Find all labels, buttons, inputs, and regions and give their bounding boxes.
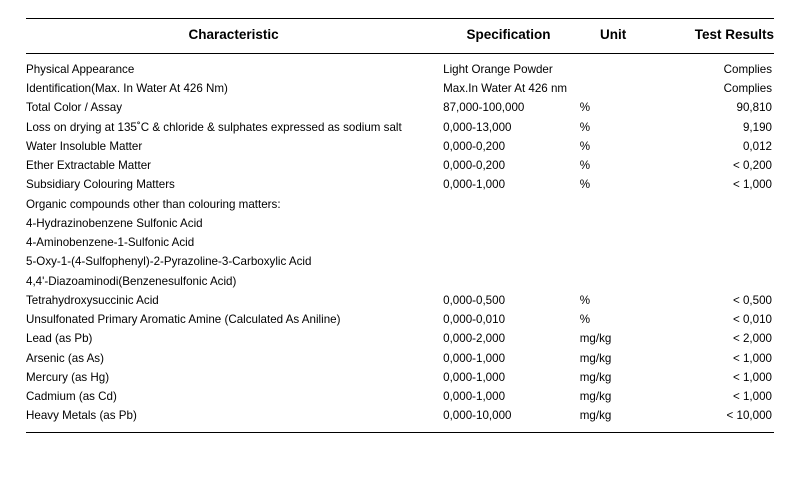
cell-specification: 0,000-1,000 [443, 370, 506, 384]
cell-specification [441, 195, 576, 214]
cell-characteristic: 4,4'-Diazoaminodi(Benzenesulfonic Acid) [26, 274, 237, 288]
cell-unit [576, 54, 651, 80]
table-row [26, 407, 774, 433]
cell-characteristic: 4-Hydrazinobenzene Sulfonic Acid [26, 216, 203, 230]
cell-unit [576, 195, 651, 214]
table-row [26, 99, 774, 118]
table-body [26, 54, 774, 433]
cell-test-result: < 0,200 [732, 159, 772, 173]
table-row [26, 195, 774, 214]
cell-characteristic: 4-Aminobenzene-1-Sulfonic Acid [26, 236, 195, 250]
cell-characteristic: Cadmium (as Cd) [26, 389, 117, 403]
cell-test-result [651, 272, 774, 291]
specification-table [26, 18, 774, 433]
table-row [26, 349, 774, 368]
table-header [26, 19, 774, 54]
cell-unit: mg/kg [579, 409, 612, 423]
cell-unit: % [579, 120, 591, 134]
cell-characteristic: Physical Appearance [26, 63, 135, 76]
cell-test-result: 90,810 [736, 101, 772, 115]
cell-specification: 0,000-1,000 [443, 178, 506, 192]
cell-specification: 0,000-1,000 [443, 389, 506, 403]
table-row [26, 118, 774, 137]
cell-characteristic: Subsidiary Colouring Matters [26, 178, 175, 192]
cell-unit: % [579, 139, 591, 153]
column-header-unit: Unit [600, 27, 627, 42]
cell-specification: 0,000-0,010 [443, 313, 506, 327]
cell-test-result: < 1,000 [732, 351, 772, 365]
cell-characteristic: Unsulfonated Primary Aromatic Amine (Calculated As Aniline) [26, 313, 341, 327]
cell-specification: 0,000-0,200 [443, 139, 506, 153]
cell-test-result: Complies [723, 82, 772, 96]
cell-characteristic: Lead (as Pb) [26, 332, 93, 346]
cell-unit [576, 234, 651, 253]
cell-unit: % [579, 159, 591, 173]
cell-unit: mg/kg [579, 389, 612, 403]
cell-unit: % [579, 293, 591, 307]
cell-specification [441, 272, 576, 291]
cell-unit [576, 214, 651, 233]
cell-characteristic: Total Color / Assay [26, 101, 123, 115]
cell-test-result: < 1,000 [732, 389, 772, 403]
cell-test-result: Complies [723, 63, 772, 76]
cell-test-result: 9,190 [742, 120, 772, 134]
cell-characteristic: Identification(Max. In Water At 426 Nm) [26, 82, 228, 96]
cell-specification: Max.In Water At 426 nm [443, 82, 568, 96]
cell-specification [441, 214, 576, 233]
cell-characteristic: Arsenic (as As) [26, 351, 104, 365]
table-row [26, 368, 774, 387]
cell-characteristic: Tetrahydroxysuccinic Acid [26, 293, 159, 307]
table-row [26, 54, 774, 80]
cell-specification: 0,000-0,500 [443, 293, 506, 307]
cell-test-result [651, 214, 774, 233]
column-header-test-results: Test Results [694, 27, 774, 42]
cell-specification [441, 253, 576, 272]
table-row [26, 234, 774, 253]
cell-unit: mg/kg [579, 351, 612, 365]
cell-test-result: < 0,500 [732, 293, 772, 307]
cell-test-result: < 1,000 [732, 178, 772, 192]
cell-unit: mg/kg [579, 370, 612, 384]
cell-unit: % [579, 101, 591, 115]
cell-characteristic: Organic compounds other than colouring matters: [26, 197, 281, 211]
cell-test-result: < 1,000 [732, 370, 772, 384]
cell-unit [576, 80, 651, 99]
cell-specification: 0,000-2,000 [443, 332, 506, 346]
table-row [26, 272, 774, 291]
cell-test-result [651, 253, 774, 272]
cell-characteristic: Mercury (as Hg) [26, 370, 110, 384]
cell-test-result: < 2,000 [732, 332, 772, 346]
table-row [26, 330, 774, 349]
cell-specification: Light Orange Powder [443, 63, 553, 76]
cell-characteristic: Loss on drying at 135˚C & chloride & sulphates expressed as sodium salt [26, 120, 402, 134]
cell-test-result: 0,012 [742, 139, 772, 153]
cell-unit [576, 253, 651, 272]
cell-characteristic: 5-Oxy-1-(4-Sulfophenyl)-2-Pyrazoline-3-Carboxylic Acid [26, 255, 312, 269]
cell-characteristic: Ether Extractable Matter [26, 159, 152, 173]
table-header-row [26, 19, 774, 54]
cell-unit: % [579, 178, 591, 192]
cell-specification: 0,000-0,200 [443, 159, 506, 173]
cell-specification: 0,000-1,000 [443, 351, 506, 365]
cell-specification: 0,000-13,000 [443, 120, 512, 134]
cell-test-result [651, 234, 774, 253]
table-row [26, 214, 774, 233]
cell-test-result: < 0,010 [732, 313, 772, 327]
table-row [26, 80, 774, 99]
column-header-characteristic: Characteristic [188, 27, 279, 42]
cell-characteristic: Water Insoluble Matter [26, 139, 143, 153]
cell-specification [441, 234, 576, 253]
cell-specification: 0,000-10,000 [443, 409, 512, 423]
table-row [26, 311, 774, 330]
table-row [26, 137, 774, 156]
table-row [26, 176, 774, 195]
cell-specification: 87,000-100,000 [443, 101, 525, 115]
table-row [26, 387, 774, 406]
table-row [26, 253, 774, 272]
cell-test-result: < 10,000 [726, 409, 772, 423]
table-row [26, 157, 774, 176]
cell-unit: mg/kg [579, 332, 612, 346]
cell-characteristic: Heavy Metals (as Pb) [26, 409, 137, 423]
cell-unit [576, 272, 651, 291]
cell-unit: % [579, 313, 591, 327]
column-header-specification: Specification [466, 27, 551, 42]
table-row [26, 291, 774, 310]
cell-test-result [651, 195, 774, 214]
